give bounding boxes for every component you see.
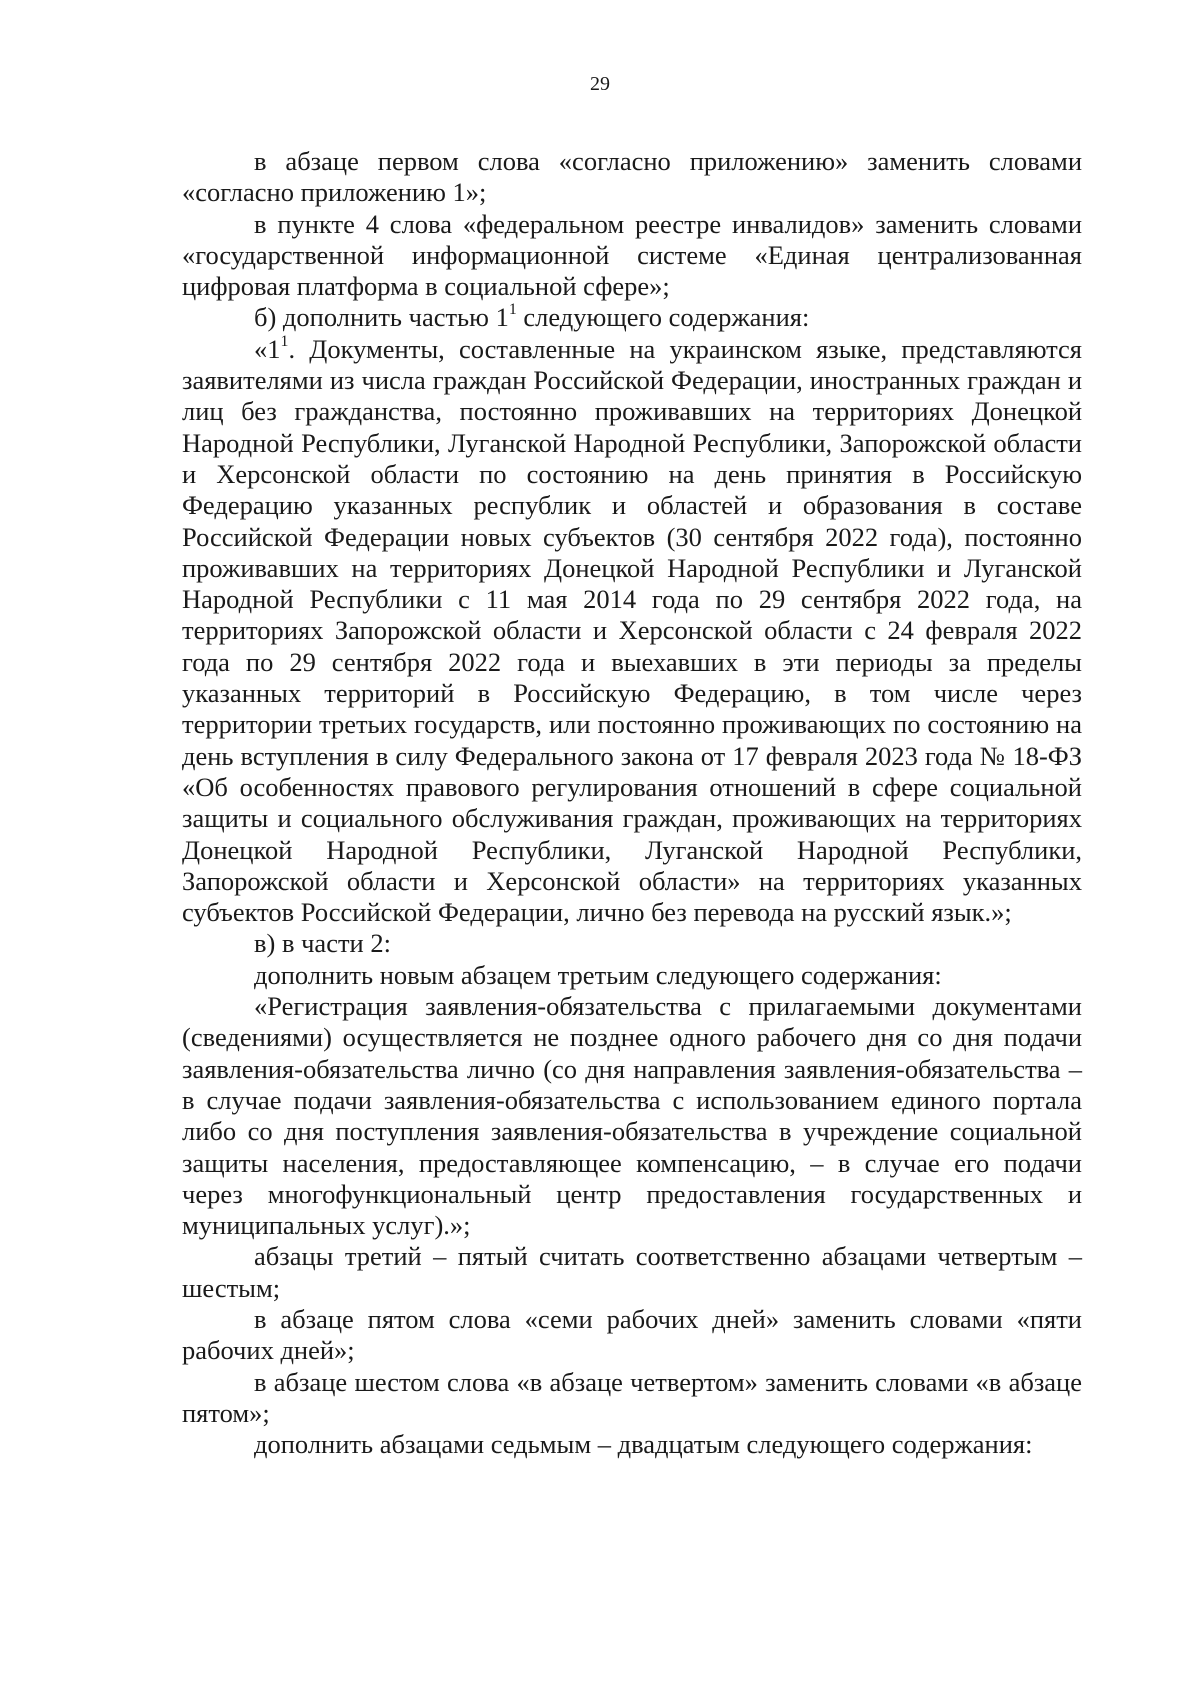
superscript-one: 1 (508, 301, 517, 319)
paragraph-9: в абзаце пятом слова «семи рабочих дней» заменить словами «пяти рабочих дней»; (182, 1303, 1082, 1366)
paragraph-7: «Регистрация заявления-обязательства с прилагаемыми документами (сведениями) осуществляется не позднее одного рабочего дня со дня подачи заявления-обязательства лично (со дня направления заявления-обязательства – в случае подачи заявления-обязательства с использованием единого портала либо со дня поступления заявления-обязательства в учреждение социальной защиты населения, предоставляющее компенсацию, – в случае его подачи через многофункциональный центр предоставления государственных и муниципальных услуг).»; (182, 991, 1082, 1241)
document-body (182, 146, 1082, 1460)
paragraph-1: в абзаце первом слова «согласно приложению» заменить словами «согласно приложению 1»; (182, 146, 1082, 208)
paragraph-10: в абзаце шестом слова «в абзаце четвертом» заменить словами «в абзаце пятом»; (182, 1366, 1082, 1428)
paragraph-4: «$1^1$. Документы, составленные на украинском языке, представляются заявителями из числа граждан Российской Федерации, иностранных граждан и лиц без гражданства, постоянно проживавших на территориях Донецкой Народной Республики, Луганской Народной Республики, Запорожской области и Херсонской области по состоянию на день принятия в Российскую Федерацию указанных республик и областей и образования в составе Российской Федерации новых субъектов (30 сентября 2022 года), постоянно проживавших на территориях Донецкой Народной Республики и Луганской Народной Республики с 11 мая 2014 года по 29 сентября 2022 года, на территориях Запорожской области и Херсонской области с 24 февраля 2022 года по 29 сентября 2022 года и выехавших в эти периоды за пределы указанных территорий в Российскую Федерацию, в том числе через территории третьих государств, или постоянно проживающих по состоянию на день вступления в силу Федерального закона от 17 февраля 2023 года № 18-ФЗ «Об особенностях правового регулирования отношений в сфере социальной защиты и социального обслуживания граждан, проживающих на территориях Донецкой Народной Республики, Луганской Народной Республики, Запорожской области и Херсонской области» на территориях указанных субъектов Российской Федерации, лично без перевода на русский язык.»; (182, 332, 1082, 928)
paragraph-5: в) в части 2: (254, 928, 391, 959)
paragraph-11: дополнить абзацами седьмым – двадцатым следующего содержания: (254, 1429, 1033, 1460)
superscript-one: 1 (280, 332, 289, 350)
paragraph-3: б) дополнить частью $1^1$ следующего содержания: (254, 301, 810, 333)
paragraph-6: дополнить новым абзацем третьим следующего содержания: (254, 959, 942, 990)
paragraph-2: в пункте 4 слова «федеральном реестре инвалидов» заменить словами «государственной информационной системе «Единая централизованная цифровая платформа в социальной сфере»; (182, 208, 1082, 302)
page-number: 29 (590, 73, 610, 95)
paragraph-8: абзацы третий – пятый считать соответственно абзацами четвертым – шестым; (182, 1241, 1082, 1303)
